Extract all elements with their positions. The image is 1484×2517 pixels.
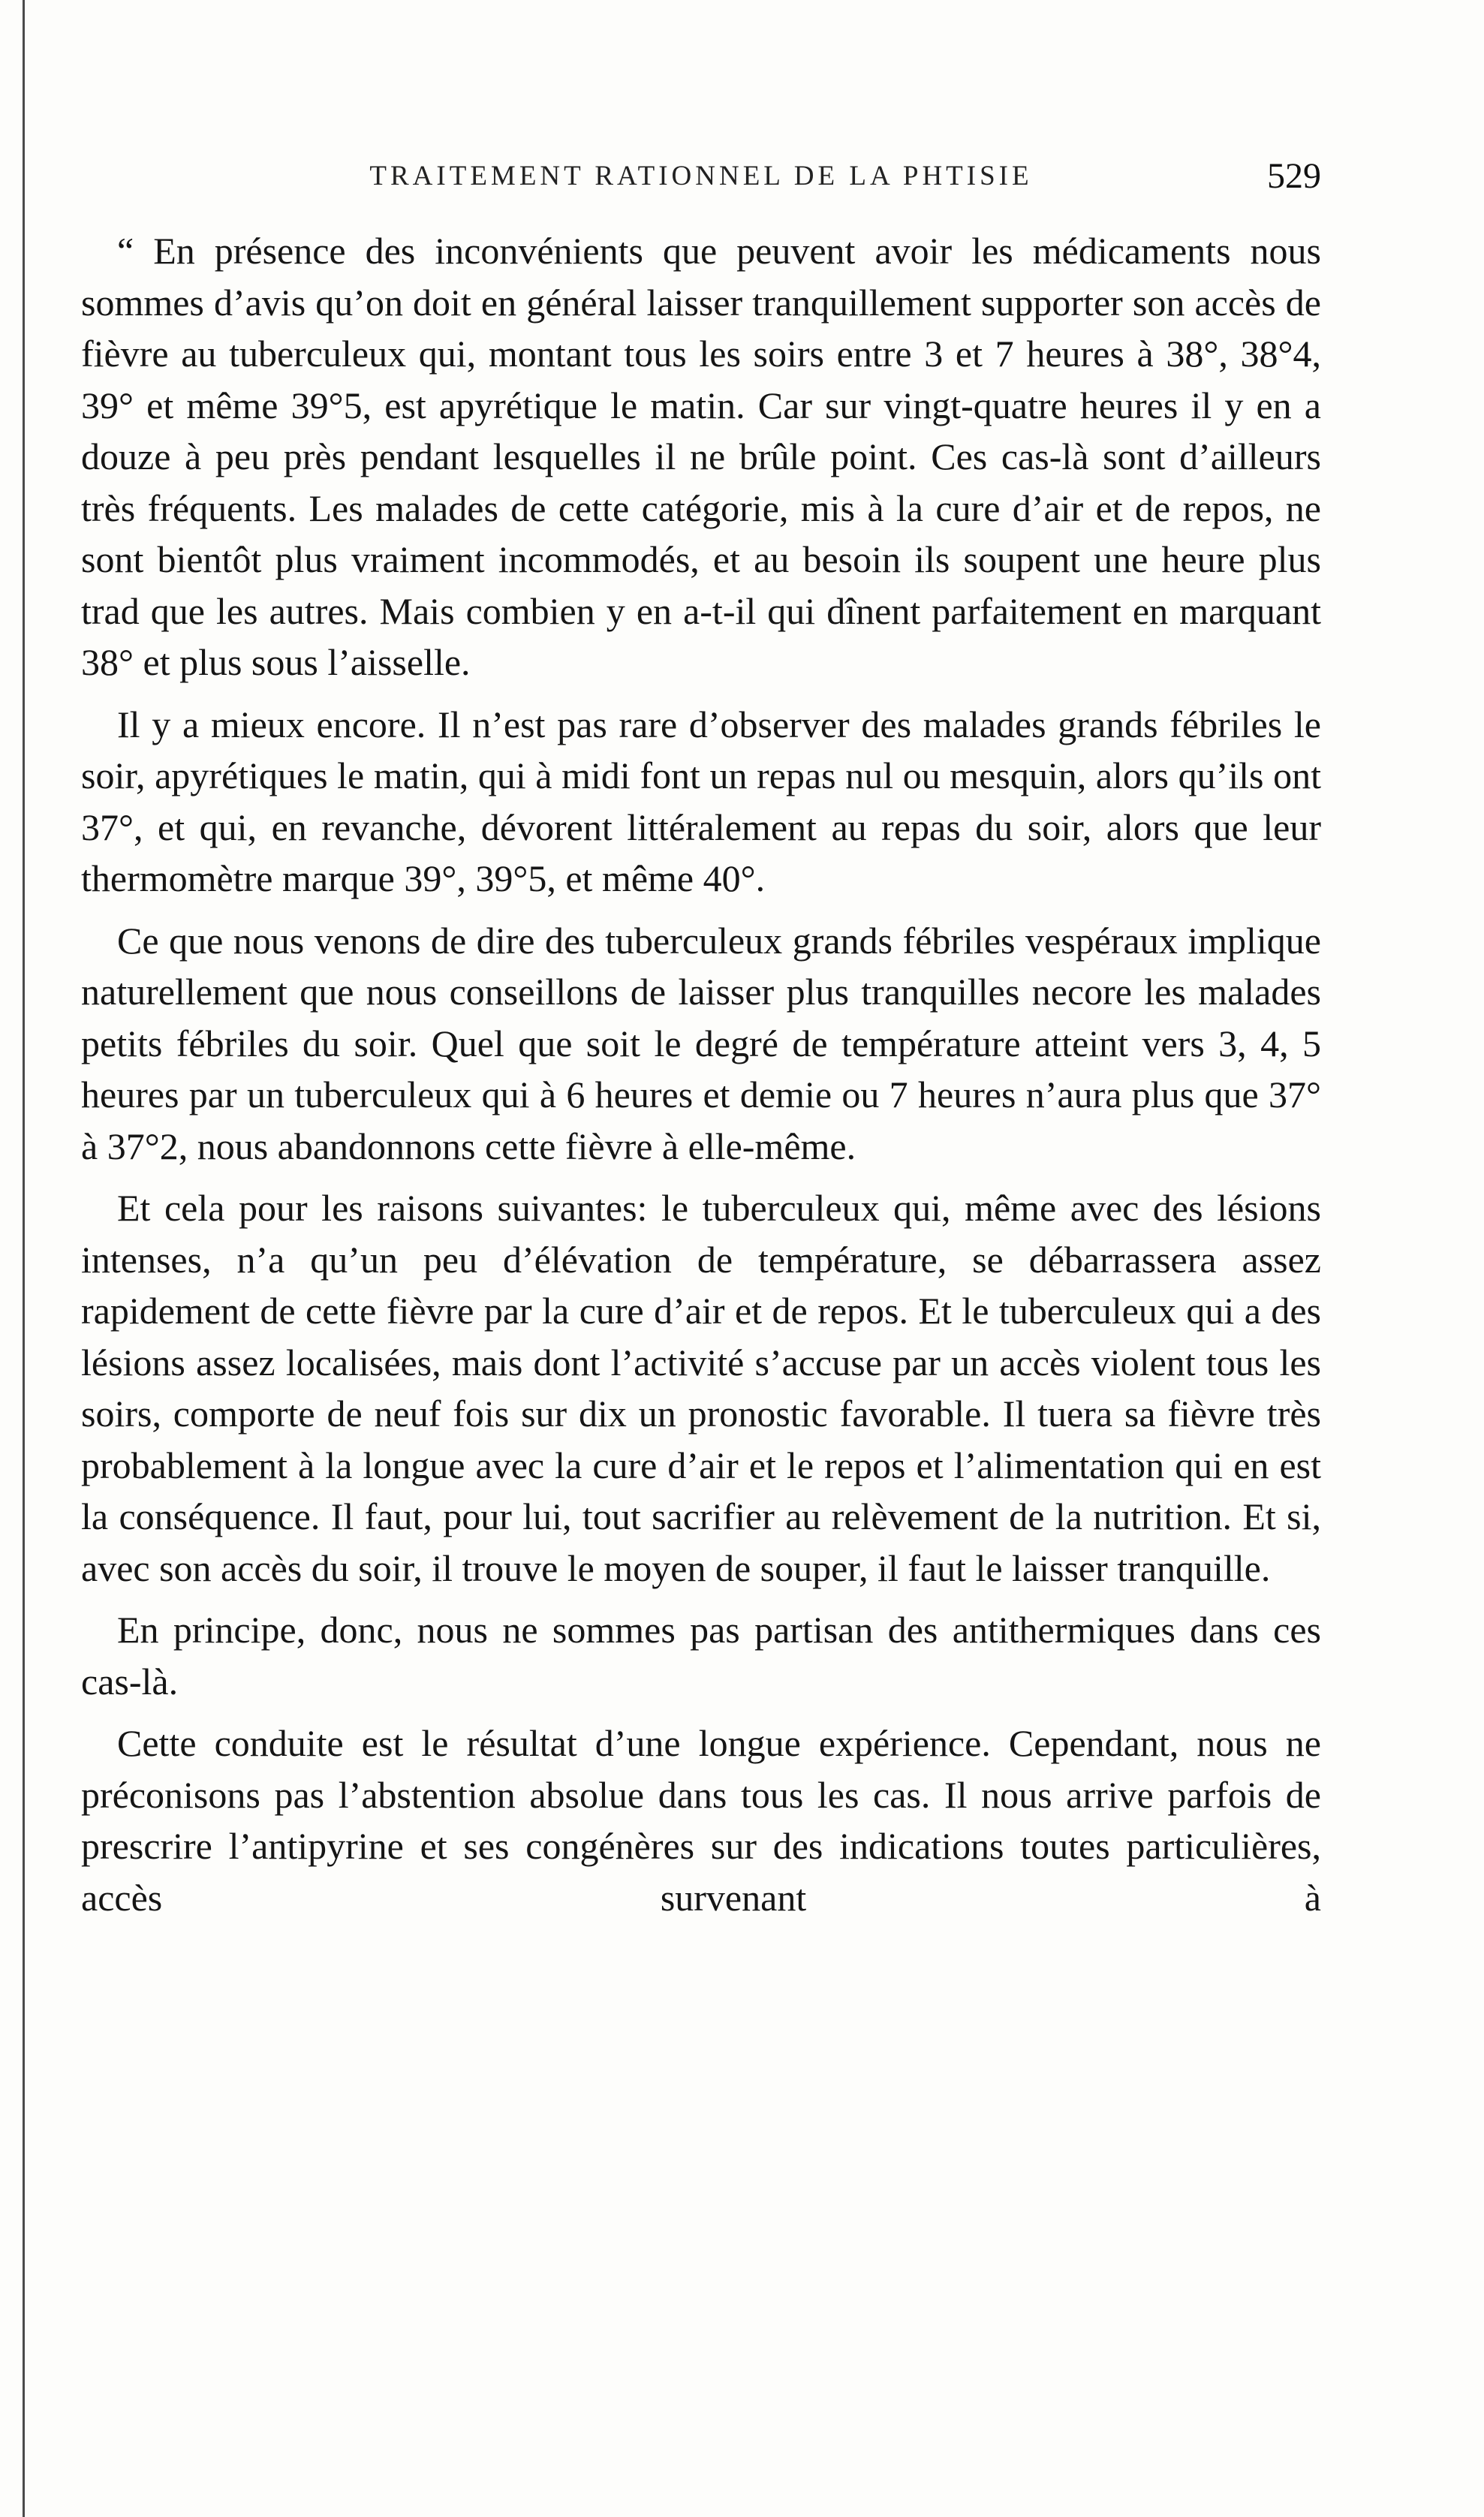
- running-title: TRAITEMENT RATIONNEL DE LA PHTISIE: [369, 161, 1033, 191]
- body-text: [81, 225, 1321, 1934]
- paragraph-3: Ce que nous venons de dire des tuberculeux grands fébriles vespéraux implique naturellement que nous conseillons de laisser plus tranquilles necore les malades petits fébriles du soir. Quel que soit le degré de température atteint vers 3, 4, 5 heures par un tuberculeux qui à 6 heures et demie ou 7 heures n’aura plus que 37° à 37°2, nous abandonnons cette fièvre à elle-même.: [81, 919, 1321, 1167]
- paragraph-4: Et cela pour les raisons suivantes: le tuberculeux qui, même avec des lésions intenses, n’a qu’un peu d’élévation de température, se débarrassera assez rapidement de cette fièvre par la cure d’air et de repos. Et le tuberculeux qui a des lésions assez localisées, mais dont l’activité s’accuse par un accès violent tous les soirs, comporte de neuf fois sur dix un pronostic favorable. Il tuera sa fièvre très probablement à la longue avec la cure d’air et le repos et l’alimentation qui en est la conséquence. Il faut, pour lui, tout sacrifier au relèvement de la nutrition. Et si, avec son accès du soir, il trouve le moyen de souper, il faut le laisser tranquille.: [81, 1187, 1321, 1589]
- page-number: 529: [1267, 156, 1321, 196]
- running-header: [81, 154, 1321, 199]
- paragraph-2: Il y a mieux encore. Il n’est pas rare d’observer des malades grands fébriles le soir, apyrétiques le matin, qui à midi font un repas nul ou mesquin, alors qu’ils ont 37°, et qui, en revanche, dévorent littéralement au repas du soir, alors que leur thermomètre marque 39°, 39°5, et même 40°.: [81, 703, 1321, 899]
- paragraph-6: Cette conduite est le résultat d’une longue expérience. Cependant, nous ne préconisons pas l’abstention absolue dans tous les cas. Il nous arrive parfois de prescrire l’antipyrine et ses congénères sur des indications toutes particulières, accès survenant à: [81, 1722, 1321, 1919]
- binding-edge: [23, 0, 25, 2517]
- paragraph-1: “ En présence des inconvénients que peuvent avoir les médicaments nous sommes d’avis qu’on doit en général laisser tranquillement supporter son accès de fièvre au tuberculeux qui, montant tous les soirs entre 3 et 7 heures à 38°, 38°4, 39° et même 39°5, est apyrétique le matin. Car sur vingt-quatre heures il y en a douze à peu près pendant lesquelles il ne brûle point. Ces cas-là sont d’ailleurs très fréquents. Les malades de cette catégorie, mis à la cure d’air et de repos, ne sont bientôt plus vraiment incommodés, et au besoin ils soupent une heure plus trad que les autres. Mais combien y en a-t-il qui dînent parfaitement en marquant 38° et plus sous l’aisselle.: [81, 230, 1321, 683]
- paragraph-5: En principe, donc, nous ne sommes pas partisan des antithermiques dans ces cas-là.: [81, 1609, 1321, 1703]
